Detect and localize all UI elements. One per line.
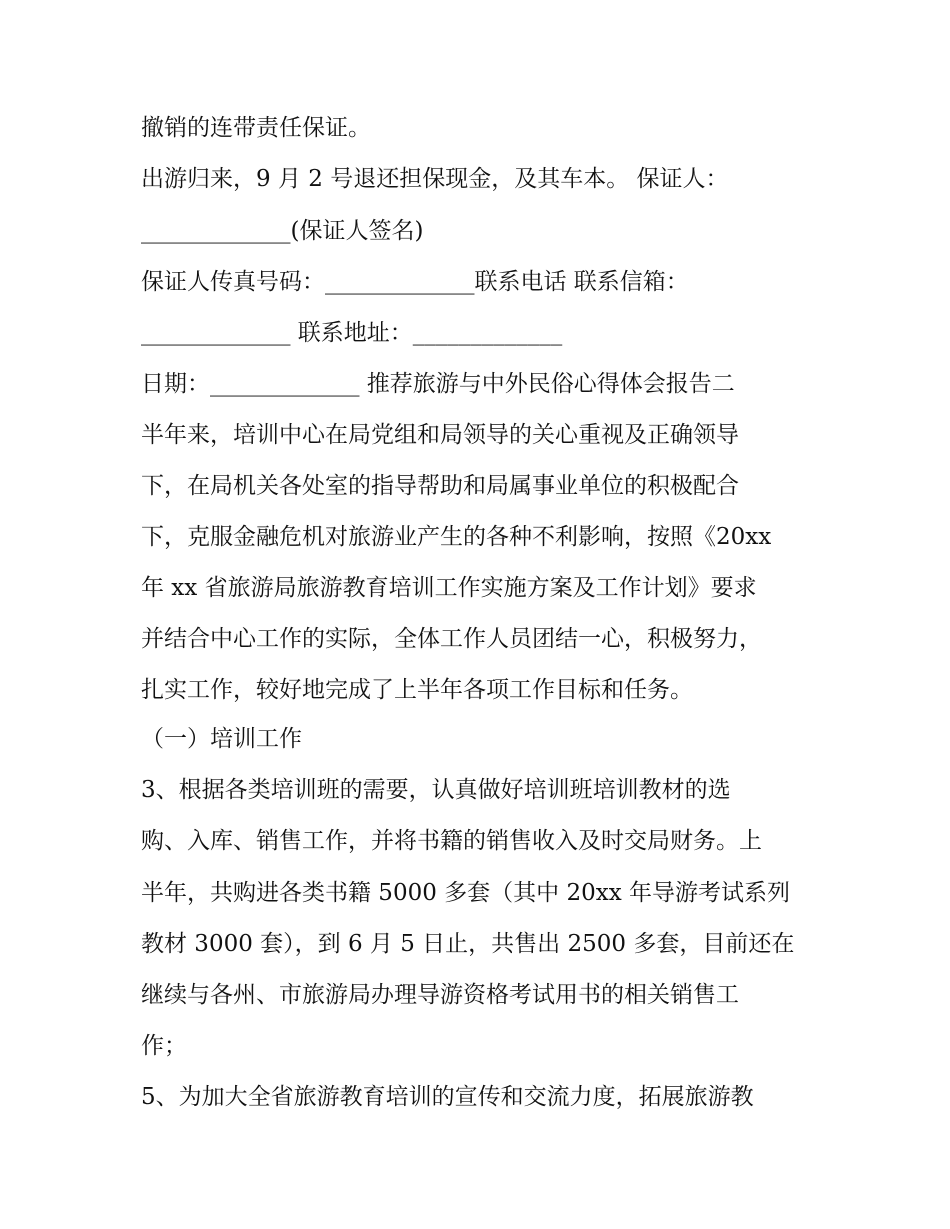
text-line: 出游归来，9 月 2 号退还担保现金，及其车本。 保证人： xyxy=(141,166,729,192)
text-line: _____________(保证人签名) xyxy=(141,218,424,244)
text-line: 半年来，培训中心在局党组和局领导的关心重视及正确领导 xyxy=(141,422,739,448)
text-line: 撤销的连带责任保证。 xyxy=(141,115,371,141)
text-line: 购、入库、销售工作，并将书籍的销售收入及时交局财务。上 xyxy=(141,828,762,854)
text-line: 教材 3000 套），到 6 月 5 日止，共售出 2500 多套，目前还在 xyxy=(141,931,795,957)
text-line: 作； xyxy=(141,1033,187,1059)
text-line: 扎实工作，较好地完成了上半年各项工作目标和任务。 xyxy=(141,677,693,703)
text-line: 下，克服金融危机对旅游业产生的各种不利影响，按照《20xx xyxy=(141,524,772,550)
text-line: _____________ 联系地址：_____________ xyxy=(141,320,563,346)
text-line: 保证人传真号码：_____________联系电话 联系信箱： xyxy=(141,269,689,295)
text-line: 下，在局机关各处室的指导帮助和局属事业单位的积极配合 xyxy=(141,473,739,499)
text-line: 5、为加大全省旅游教育培训的宣传和交流力度，拓展旅游教 xyxy=(141,1084,754,1110)
section-heading: （一）培训工作 xyxy=(141,726,302,752)
text-line: 年 xx 省旅游局旅游教育培训工作实施方案及工作计划》要求 xyxy=(141,575,757,601)
text-line: 继续与各州、市旅游局办理导游资格考试用书的相关销售工 xyxy=(141,982,739,1008)
text-line: 并结合中心工作的实际，全体工作人员团结一心，积极努力， xyxy=(141,626,762,652)
text-line: 半年，共购进各类书籍 5000 多套（其中 20xx 年导游考试系列 xyxy=(141,880,790,906)
text-line: 3、根据各类培训班的需要，认真做好培训班培训教材的选 xyxy=(141,777,731,803)
text-line: 日期：_____________ 推荐旅游与中外民俗心得体会报告二 xyxy=(141,371,735,397)
